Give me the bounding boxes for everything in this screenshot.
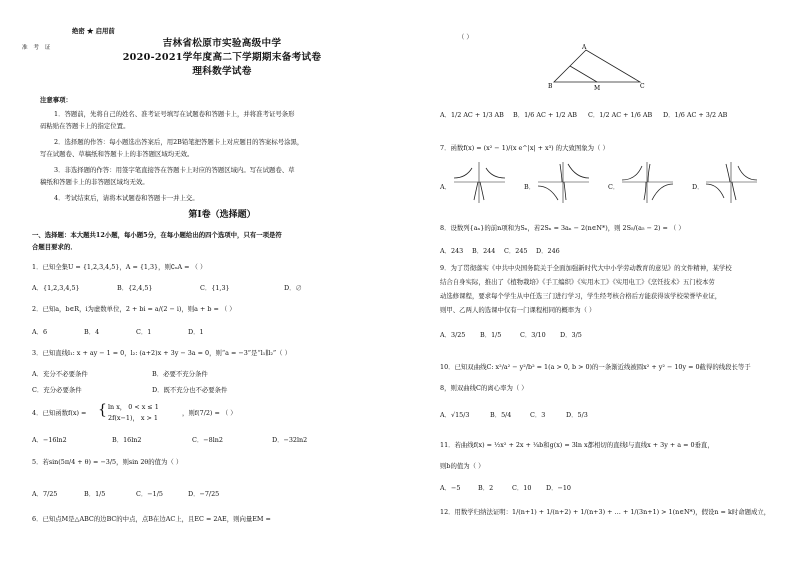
option: D．−32ln2 bbox=[272, 436, 308, 444]
notice-line: 4．考试结束后，请将本试题卷和答题卡一并上交。 bbox=[54, 194, 199, 202]
option: D．3/5 bbox=[560, 331, 582, 339]
option: D．−7/25 bbox=[188, 490, 220, 498]
option: C．10 bbox=[512, 484, 532, 492]
option: B．1/5 bbox=[480, 331, 502, 339]
question-9: 9．为了贯彻落实《中共中央国务院关于全面加强新时代大中小学劳动教育的意见》的文件精神，某学校 bbox=[440, 264, 732, 272]
label-c: C bbox=[640, 83, 645, 90]
q6-paren: （ ） bbox=[458, 33, 473, 41]
notice-line: 码粘贴在答题卡上的指定位置。 bbox=[40, 122, 130, 130]
option: B．16ln2 bbox=[112, 436, 142, 444]
option: B．1/6 AC + 1/2 AB bbox=[513, 111, 577, 119]
segment-em bbox=[570, 66, 597, 82]
subject-title: 理科数学试卷 bbox=[192, 66, 252, 77]
option: B．1/5 bbox=[84, 490, 106, 498]
option: C．−8ln2 bbox=[192, 436, 223, 444]
question-10: 10．已知双曲线C: x²/a² − y²/b² = 1(a > 0, b > 0)的一条渐近线被圆x² + y² − 10y = 0截得的线段长等于 bbox=[440, 363, 751, 371]
option: B．必要不充分条件 bbox=[152, 370, 208, 378]
label-b: B bbox=[548, 83, 553, 90]
graph-label: C． bbox=[608, 183, 620, 191]
option: C．245 bbox=[504, 247, 528, 255]
notice-line: 2．选择题的作答：每小题选出答案后，用2B铅笔把答题卡上对应题目的答案标号涂黑， bbox=[54, 138, 304, 146]
question-4: 4．已知函数f(x) = bbox=[32, 409, 87, 417]
notice-line: 写在试题卷、草稿纸和答题卡上的非答题区域均无效。 bbox=[40, 150, 194, 158]
option: B．5/4 bbox=[490, 411, 512, 419]
option: A．1/2 AC + 1/3 AB bbox=[440, 111, 504, 119]
option: B．2 bbox=[478, 484, 494, 492]
question-2: 2．已知a，b∈R，i为虚数单位，2 + bi = a/(2 − i)，则a + b = （ ） bbox=[32, 305, 236, 313]
notice-heading: 注意事项： bbox=[40, 96, 72, 104]
question-9: 结合自身实际，推出了《植物栽培》《手工编织》《实用木工》《实用电工》《烹饪技术》五门校本劳 bbox=[440, 278, 715, 286]
graph-label: A． bbox=[440, 183, 452, 191]
side-mark: 准 考 证 bbox=[22, 45, 53, 51]
option: B．244 bbox=[472, 247, 496, 255]
graph-b bbox=[536, 160, 591, 205]
option: C．3/10 bbox=[520, 331, 546, 339]
exam-title: 2020-2021学年度高二下学期期末备考试卷 bbox=[122, 52, 322, 63]
notice-line: 稿纸和答题卡上的非答题区域均无效。 bbox=[40, 178, 149, 186]
option: C．−1/5 bbox=[136, 490, 163, 498]
label-a: A bbox=[582, 44, 587, 51]
option: A．243 bbox=[440, 247, 464, 255]
option: C．1 bbox=[136, 328, 152, 336]
question-3: 3．已知直线l₁: x + ay − 1 = 0，l₂: (a+2)x + 3y − 3a = 0，则“a = −3”是“l₁∥l₂”（ ） bbox=[32, 349, 291, 357]
option: D．既不充分也不必要条件 bbox=[152, 386, 228, 394]
option: A．7/25 bbox=[32, 490, 58, 498]
option: A．6 bbox=[32, 328, 48, 336]
school-title: 吉林省松原市实验高级中学 bbox=[162, 38, 282, 49]
option: B．{2,4,5} bbox=[117, 284, 153, 292]
question-5: 5．若sin(5π/4 + θ) = −3/5，则sin 2θ的值为（ ） bbox=[32, 458, 183, 466]
section-intro: 合题目要求的． bbox=[32, 243, 77, 251]
question-8: 8．设数列{aₙ}的前n项和为Sₙ，若2Sₙ = 3aₙ − 2(n∈N*)，则 2S₅/(a₅ − 2) = （ ） bbox=[440, 224, 685, 232]
brace: { bbox=[98, 402, 107, 418]
option: D．5/3 bbox=[566, 411, 588, 419]
graph-label: D． bbox=[692, 183, 704, 191]
section-intro: 一、选择题：本大题共12小题，每小题5分，在每小题给出的四个选项中，只有一项是符 bbox=[32, 231, 282, 239]
graph-c bbox=[620, 160, 675, 205]
option: D．1 bbox=[188, 328, 204, 336]
q4-tail: ，则f(7/2) = （ ） bbox=[182, 409, 237, 417]
option: A．3/25 bbox=[440, 331, 466, 339]
question-9: 动选修课程，要求每个学生从中任选三门进行学习，学生经考核合格后方能获得该学校荣誉毕业证， bbox=[440, 292, 722, 300]
option: C．充分必要条件 bbox=[32, 386, 82, 394]
graph-label: B． bbox=[524, 183, 536, 191]
option: D．1/6 AC + 3/2 AB bbox=[663, 111, 728, 119]
option: A．−5 bbox=[440, 484, 461, 492]
triangle-figure bbox=[548, 42, 648, 92]
q4-case: ln x， 0 < x ≤ 1 bbox=[108, 403, 159, 411]
label-m: M bbox=[594, 85, 601, 92]
notice-line: 3．非选择题的作答：用签字笔直接答在答题卡上对应的答题区域内。写在试题卷、草 bbox=[54, 166, 295, 174]
option: D．−10 bbox=[546, 484, 572, 492]
graph-a bbox=[452, 160, 507, 205]
option: A．√15/3 bbox=[440, 411, 470, 419]
section-title: 第Ⅰ卷（选择题） bbox=[188, 210, 256, 220]
option: A．充分不必要条件 bbox=[32, 370, 88, 378]
triangle-abc bbox=[554, 50, 640, 82]
question-1: 1．已知全集U = {1,2,3,4,5}，A = {1,3}，则∁ᵤA = （ ） bbox=[32, 263, 207, 271]
question-12: 12．用数学归纳法证明：1/(n+1) + 1/(n+2) + 1/(n+3) + … + 1/(3n+1) > 1(n∈N*)，假设n = k时命题成立， bbox=[440, 508, 771, 516]
option: D．246 bbox=[536, 247, 560, 255]
question-11: 11．若曲线f(x) = ½x² + 2x + ¼b和g(x) = 3ln x都相切的直线l与直线x + 3y + a = 0垂直， bbox=[440, 441, 714, 449]
question-9: 则甲、乙两人的选课中仅有一门课程相同的概率为（ ） bbox=[440, 306, 596, 314]
notice-line: 1．答题前，先将自己的姓名、准考证号填写在试题卷和答题卡上，并将准考证号条形 bbox=[54, 110, 295, 118]
question-11: 则b的值为（ ） bbox=[440, 462, 485, 470]
option: C．1/2 AC + 1/6 AB bbox=[588, 111, 653, 119]
q4-case: 2f(x−1)， x > 1 bbox=[108, 414, 158, 422]
option: C．3 bbox=[530, 411, 546, 419]
graph-d bbox=[704, 160, 759, 205]
option: D．∅ bbox=[284, 284, 302, 292]
option: A．−16ln2 bbox=[32, 436, 67, 444]
question-10: 8，则双曲线C的离心率为（ ） bbox=[440, 384, 528, 392]
question-7: 7．函数f(x) = (x² − 1)/(x e^|x| + x³) 的大致图象为（ ） bbox=[440, 144, 609, 152]
option: B．4 bbox=[84, 328, 100, 336]
secret-label: 绝密 ★ 启用前 bbox=[72, 27, 115, 35]
option: C．{1,3} bbox=[200, 284, 230, 292]
option: A．{1,2,3,4,5} bbox=[32, 284, 80, 292]
question-6: 6．已知点M是△ABC的边BC的中点，点B在边AC上，且EC = 2AE，则向量EM = bbox=[32, 515, 271, 523]
